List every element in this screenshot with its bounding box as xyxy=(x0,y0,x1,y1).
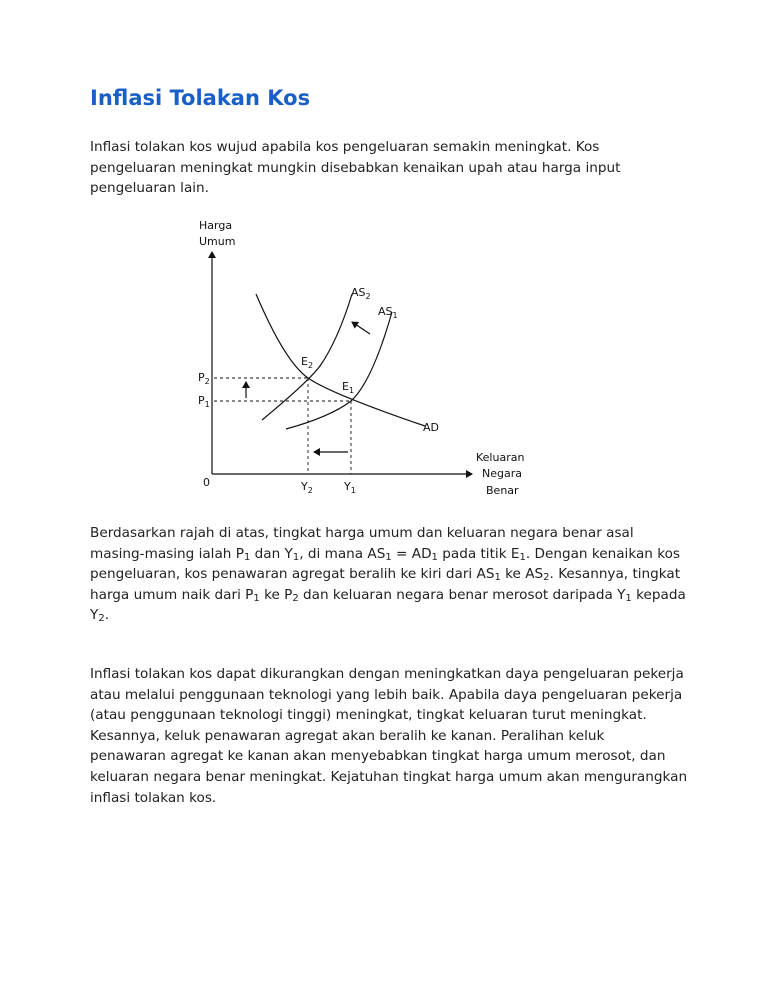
ad-label: AD xyxy=(423,421,439,434)
reduction-line: penawaran agregat ke kanan akan menyebabkan tingkat harga umum merosot, dan xyxy=(90,748,666,765)
reduction-paragraph xyxy=(90,664,690,808)
e2-label: $E_2$ xyxy=(301,355,314,370)
explanation-line: harga umum naik dari $P_1$ ke $P_2$ dan keluaran negara benar merosot daripada $Y_1$ kepada xyxy=(90,586,686,604)
origin-label: 0 xyxy=(203,476,210,489)
intro-line: pengeluaran lain. xyxy=(90,180,209,197)
intro-line: Inflasi tolakan kos wujud apabila kos pengeluaran semakin meningkat. Kos xyxy=(90,139,600,155)
x-axis-label-line: Negara xyxy=(482,467,522,480)
p2-label: $P_2$ xyxy=(198,371,210,386)
y-axis-label-line: Harga xyxy=(199,219,233,232)
reduction-line: Kesannya, keluk penawaran agregat akan beralih ke kanan. Peralihan keluk xyxy=(90,727,605,744)
ad-curve xyxy=(256,294,425,426)
cost-push-inflation-diagram xyxy=(190,212,535,512)
p1-label: $P_1$ xyxy=(198,394,210,409)
e1-label: $E_1$ xyxy=(342,380,355,395)
explanation-line: pengeluaran, kos penawaran agregat beralih ke kiri dari $AS_1$ ke $AS_2$. Kesannya, tingkat xyxy=(90,566,681,584)
as2-label: $AS_2$ xyxy=(351,286,371,301)
explanation-line: $Y_2$. xyxy=(90,607,110,625)
explanation-line: masing-masing ialah $P_1$ dan $Y_1$, di mana $AS_1 = AD_1$ pada titik $E_1$. Dengan kenaikan kos xyxy=(90,545,681,563)
intro-paragraph xyxy=(90,137,690,199)
reduction-line: atau melalui penggunaan teknologi yang lebih baik. Apabila daya pengeluaran pekerja xyxy=(90,686,683,703)
reduction-line: Inflasi tolakan kos dapat dikurangkan dengan meningkatkan daya pengeluaran pekerja xyxy=(90,666,684,682)
diagram-svg xyxy=(190,212,535,512)
reduction-line: (atau penggunaan teknologi tinggi) meningkat, tingkat keluaran turut meningkat. xyxy=(90,707,647,724)
reduction-line: keluaran negara benar meningkat. Kejatuhan tingkat harga umum akan mengurangkan xyxy=(90,768,688,785)
y1-label: $Y_1$ xyxy=(344,480,356,495)
y-axis-label-line: Umum xyxy=(199,235,236,248)
as1-label: $AS_1$ xyxy=(378,305,398,320)
y2-label: $Y_2$ xyxy=(301,480,313,495)
explanation-line: Berdasarkan rajah di atas, tingkat harga umum dan keluaran negara benar asal xyxy=(90,525,634,541)
intro-line: pengeluaran meningkat mungkin disebabkan kenaikan upah atau harga input xyxy=(90,159,621,176)
x-axis-label-line: Keluaran xyxy=(476,451,525,464)
page-title: Inflasi Tolakan Kos xyxy=(90,86,311,110)
reduction-line: inflasi tolakan kos. xyxy=(90,789,217,806)
explanation-paragraph xyxy=(90,523,690,626)
supply-shift-arrow xyxy=(352,322,370,334)
x-axis-label-line: Benar xyxy=(486,484,519,497)
